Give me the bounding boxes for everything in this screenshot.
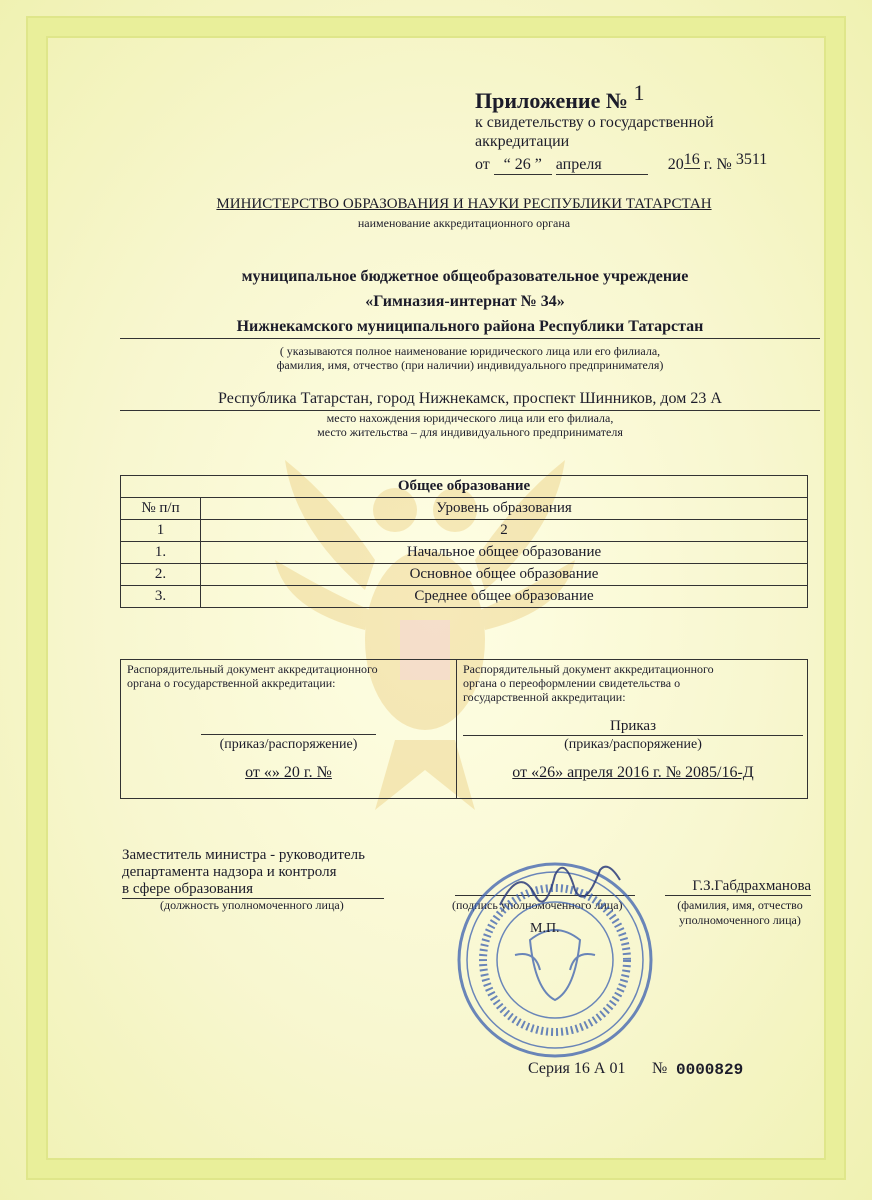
address-caption2: место жительства – для индивидуального предпринимателя <box>317 425 623 439</box>
date-month: апреля <box>556 156 648 175</box>
table-row <box>121 542 808 564</box>
address-caption1: место нахождения юридического лица или его филиала, <box>326 411 614 425</box>
position-line3: в сфере образования <box>122 881 384 899</box>
row-level: Начальное общее образование <box>201 542 808 564</box>
right-title-line2: органа о переоформлении свидетельства о <box>463 676 681 690</box>
index-2: 2 <box>201 520 808 542</box>
row-level: Основное общее образование <box>201 564 808 586</box>
left-doc-title <box>127 662 378 690</box>
signatory-position <box>122 847 384 899</box>
table-index-row <box>121 520 808 542</box>
row-number: 1. <box>121 542 201 564</box>
left-title-line1: Распорядительный документ аккредитационного <box>127 662 378 676</box>
appendix-number: 1 <box>633 80 645 105</box>
table-title: Общее образование <box>121 476 808 498</box>
position-caption: (должность уполномоченного лица) <box>160 898 344 912</box>
appendix-date <box>475 151 768 175</box>
signature-scribble <box>490 855 630 915</box>
org-line1: муниципальное бюджетное общеобразовательное учреждение <box>241 268 689 285</box>
series-label: Серия 16 А 01 <box>528 1060 626 1077</box>
position-line2: департамента надзора и контроля <box>122 864 337 880</box>
row-number: 2. <box>121 564 201 586</box>
position-line1: Заместитель министра - руководитель <box>122 847 365 863</box>
name-caption-line1: (фамилия, имя, отчество <box>677 898 803 912</box>
certificate-number: 0000829 <box>676 1061 744 1079</box>
date-year-prefix: 20 <box>667 156 684 173</box>
date-year-word: г. № <box>703 156 732 173</box>
right-title-line3: государственной аккредитации: <box>463 690 626 704</box>
date-year-suffix: 16 <box>683 151 700 168</box>
left-title-line2: органа о государственной аккредитации: <box>127 676 336 690</box>
org-line3: Нижнекамского муниципального района Республики Татарстан <box>120 318 820 339</box>
address-value: Республика Татарстан, город Нижнекамск, проспект Шинников, дом 23 А <box>120 390 820 411</box>
col-number-header: № п/п <box>121 498 201 520</box>
row-number: 3. <box>121 586 201 608</box>
date-prefix: от <box>475 156 490 173</box>
left-doc-date: от «» 20 г. № <box>245 764 332 781</box>
right-doc-value: Приказ <box>463 718 803 736</box>
number-label: № <box>652 1060 668 1077</box>
right-doc-caption: (приказ/распоряжение) <box>564 737 702 752</box>
authority-caption: наименование аккредитационного органа <box>357 216 571 230</box>
appendix-label: Приложение № <box>475 88 628 113</box>
close-quote: ” <box>534 156 542 173</box>
table-row <box>121 586 808 608</box>
table-header-row <box>121 498 808 520</box>
name-caption-line2: уполномоченного лица) <box>679 913 801 927</box>
appendix-title <box>475 80 645 114</box>
index-1: 1 <box>121 520 201 542</box>
org-caption1: ( указываются полное наименование юридического лица или его филиала, <box>279 344 661 358</box>
appendix-line2: аккредитации <box>475 133 570 150</box>
row-level: Среднее общее образование <box>201 586 808 608</box>
table-row <box>121 564 808 586</box>
col-level-header: Уровень образования <box>201 498 808 520</box>
left-doc-line <box>201 734 376 735</box>
right-title-line1: Распорядительный документ аккредитационного <box>463 662 714 676</box>
appendix-line1: к свидетельству о государственной <box>475 114 714 131</box>
signatory-name: Г.З.Габдрахманова <box>665 878 811 896</box>
right-doc-title <box>463 662 714 704</box>
date-day: 26 <box>514 156 531 173</box>
table-title-row <box>121 476 808 498</box>
org-line2: «Гимназия-интернат № 34» <box>365 293 565 310</box>
authority-name: МИНИСТЕРСТВО ОБРАЗОВАНИЯ И НАУКИ РЕСПУБЛИКИ ТАТАРСТАН <box>216 196 712 212</box>
open-quote: “ <box>503 156 511 173</box>
seal-label: М.П. <box>530 921 560 936</box>
documents-box <box>120 659 808 799</box>
date-number: 3511 <box>735 151 768 168</box>
name-caption <box>660 898 820 928</box>
left-doc-caption: (приказ/распоряжение) <box>219 737 358 752</box>
org-caption2: фамилия, имя, отчество (при наличии) индивидуального предпринимателя) <box>276 358 664 372</box>
signature-caption: (подпись уполномоченного лица) <box>452 898 623 912</box>
education-levels-table <box>120 475 808 608</box>
right-doc-date: от «26» апреля 2016 г. № 2085/16-Д <box>512 764 754 781</box>
